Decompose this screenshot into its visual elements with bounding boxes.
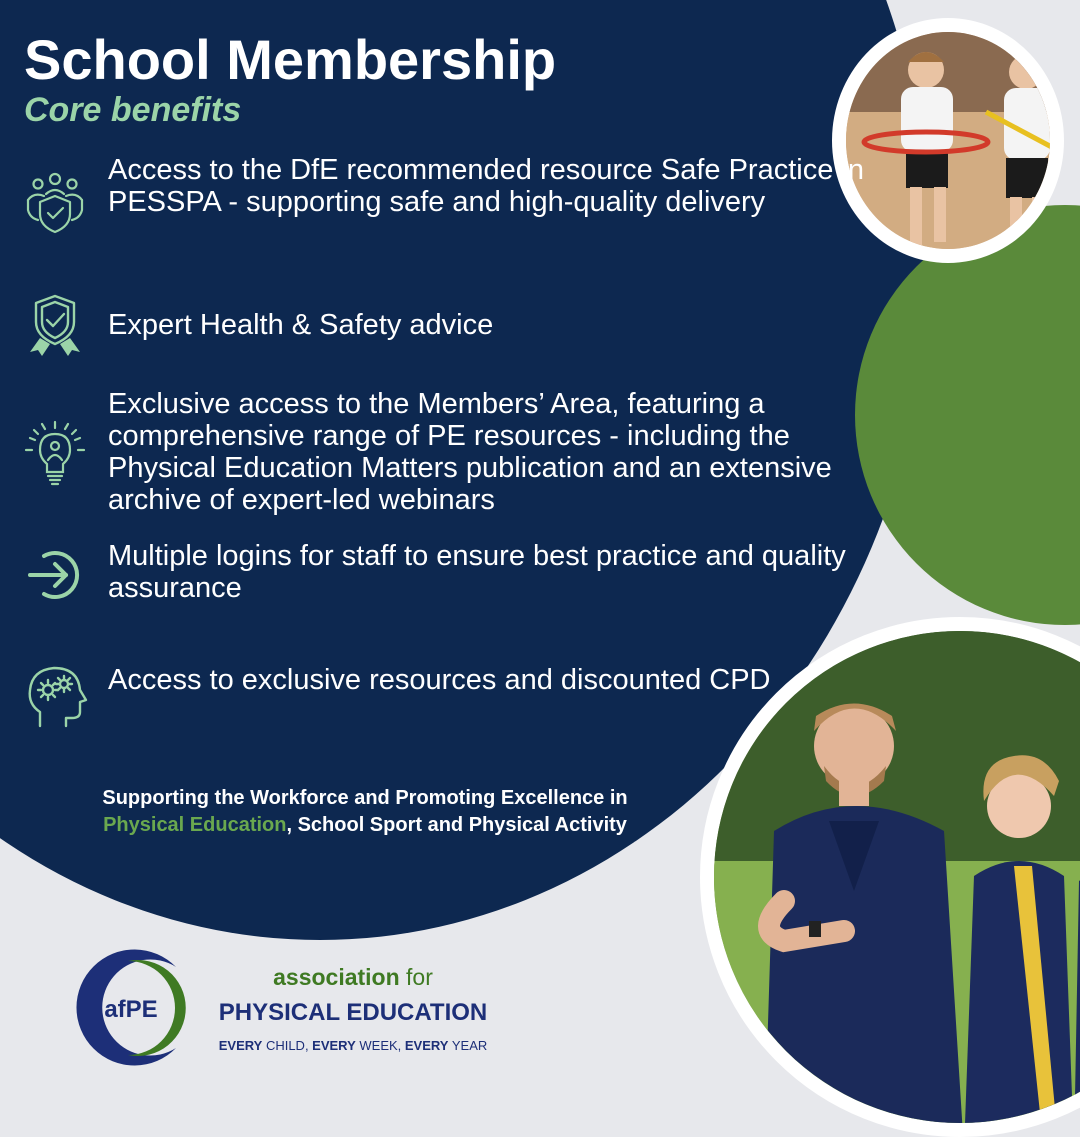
logo-association-word: association — [273, 964, 400, 990]
tagline — [20, 785, 710, 839]
login-arrow-icon — [22, 542, 88, 608]
benefit-item-members-area: Exclusive access to the Members’ Area, featuring a comprehensive range of PE resources - including the Physical Education Matters publication and an extensive archive of expert-led webinars — [108, 388, 832, 516]
children-hoops-photo — [832, 18, 1064, 263]
logo-mark-text: afPE — [104, 996, 158, 1023]
afpe-logo-mark — [66, 945, 196, 1070]
benefit-item-health-safety: Expert Health & Safety advice — [108, 309, 494, 341]
people-shield-icon — [22, 170, 88, 236]
tagline-line2: , School Sport and Physical Activity — [286, 814, 627, 836]
motto-every-2: EVERY — [312, 1038, 356, 1053]
head-gears-icon — [22, 664, 88, 730]
page-subtitle: Core benefits — [24, 91, 242, 129]
lightbulb-person-icon — [22, 420, 88, 486]
logo-association-line — [208, 962, 498, 992]
benefit-item-exclusive-resources: Access to exclusive resources and discounted CPD — [108, 664, 771, 696]
tagline-line1: Supporting the Workforce and Promoting Excellence in — [102, 787, 628, 809]
benefit-item-multiple-logins: Multiple logins for staff to ensure best practice and quality assurance — [108, 540, 846, 604]
logo-motto — [208, 1036, 498, 1056]
motto-child: CHILD, — [262, 1038, 313, 1053]
logo-for-word: for — [406, 964, 433, 990]
coach-students-illustration — [714, 631, 1080, 1137]
motto-every-1: EVERY — [218, 1038, 263, 1053]
page-title: School Membership — [24, 28, 557, 91]
motto-week: WEEK, — [355, 1038, 405, 1053]
afpe-logo-text — [208, 962, 498, 1056]
logo-physical-education: PHYSICAL EDUCATION — [218, 999, 488, 1026]
motto-every-3: EVERY — [404, 1038, 449, 1053]
motto-year: YEAR — [448, 1038, 488, 1053]
benefit-item-safe-practice: Access to the DfE recommended resource Safe Practice in PESSPA - supporting safe and high-quality delivery — [108, 154, 864, 218]
tagline-highlight: Physical Education — [103, 814, 287, 836]
badge-check-icon — [22, 292, 88, 358]
